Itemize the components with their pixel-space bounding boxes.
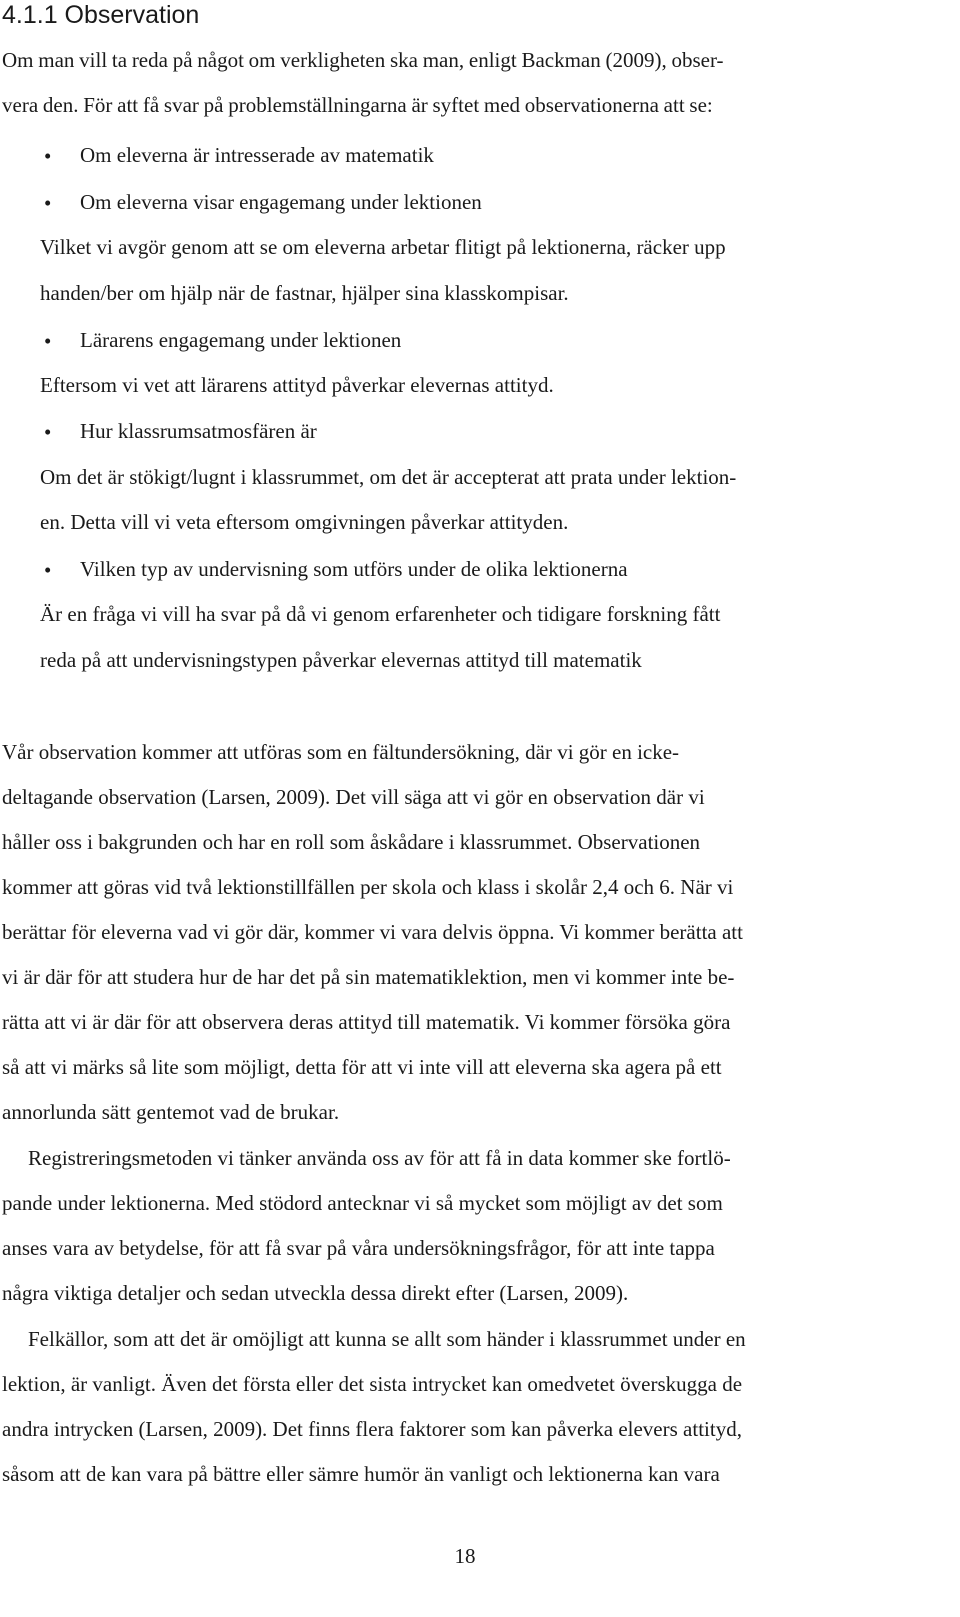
bullet-text: Vilket vi avgör genom att se om eleverna arbetar flitigt på lektionerna, räcker upp [40, 235, 726, 259]
bullet-item: Vilken typ av undervisning som utförs under de olika lektionerna [80, 557, 628, 581]
intro-line: Om man vill ta reda på något om verkligheten ska man, enligt Backman (2009), obser- [2, 48, 724, 72]
paragraph-line: så att vi märks så lite som möjligt, detta för att vi inte vill att eleverna ska agera på ett [2, 1055, 722, 1079]
bullet-text: en. Detta vill vi veta eftersom omgivningen påverkar attityden. [40, 510, 569, 534]
paragraph-line: berättar för eleverna vad vi gör där, kommer vi vara delvis öppna. Vi kommer berätta att [2, 920, 743, 944]
bullet-text: Om det är stökigt/lugnt i klassrummet, om det är accepterat att prata under lektion- [40, 465, 737, 489]
bullet-text: Eftersom vi vet att lärarens attityd påverkar elevernas attityd. [40, 373, 554, 397]
paragraph-line: Registreringsmetoden vi tänker använda oss av för att få in data kommer ske fortlö- [28, 1146, 731, 1170]
paragraph-line: lektion, är vanligt. Även det första eller det sista intrycket kan omedvetet överskugga de [2, 1372, 743, 1396]
paragraph-line: anses vara av betydelse, för att få svar på våra undersökningsfrågor, för att inte tappa [2, 1236, 715, 1260]
paragraph-line: Vår observation kommer att utföras som en fältundersökning, där vi gör en icke- [2, 740, 680, 764]
paragraph-line: såsom att de kan vara på bättre eller sämre humör än vanligt och lektionerna kan vara [2, 1462, 720, 1486]
bullet-item: Om eleverna är intresserade av matematik [80, 143, 434, 167]
paragraph-line: några viktiga detaljer och sedan utveckla dessa direkt efter (Larsen, 2009). [2, 1281, 629, 1305]
bullet-icon: • [44, 144, 52, 168]
paragraph-line: Felkällor, som att det är omöjligt att kunna se allt som händer i klassrummet under en [28, 1327, 746, 1351]
section-title: 4.1.1 Observation [2, 1, 200, 29]
paragraph-line: deltagande observation (Larsen, 2009). Det vill säga att vi gör en observation där vi [2, 785, 705, 809]
paragraph-line: vi är där för att studera hur de har det på sin matematiklektion, men vi kommer inte be- [2, 965, 735, 989]
bullet-text: Är en fråga vi vill ha svar på då vi genom erfarenheter och tidigare forskning fått [40, 602, 721, 626]
paragraph-line: andra intrycken (Larsen, 2009). Det finns flera faktorer som kan påverka elevers attityd, [2, 1417, 742, 1441]
bullet-item: Hur klassrumsatmosfären är [80, 419, 317, 443]
intro-line: vera den. För att få svar på problemställningarna är syftet med observationerna att se: [2, 93, 713, 117]
paragraph-line: annorlunda sätt gentemot vad de brukar. [2, 1100, 340, 1124]
bullet-text: reda på att undervisningstypen påverkar elevernas attityd till matematik [40, 648, 642, 672]
bullet-item: Om eleverna visar engagemang under lektionen [80, 190, 482, 214]
paragraph-line: kommer att göras vid två lektionstillfällen per skola och klass i skolår 2,4 och 6. När vi [2, 875, 734, 899]
bullet-icon: • [44, 420, 52, 444]
paragraph-line: rätta att vi är där för att observera deras attityd till matematik. Vi kommer försöka göra [2, 1010, 731, 1034]
bullet-item: Lärarens engagemang under lektionen [80, 328, 402, 352]
page-number: 18 [454, 1544, 476, 1568]
bullet-icon: • [44, 329, 52, 353]
paragraph-line: håller oss i bakgrunden och har en roll som åskådare i klassrummet. Observationen [2, 830, 701, 854]
paragraph-line: pande under lektionerna. Med stödord antecknar vi så mycket som möjligt av det som [2, 1191, 723, 1215]
bullet-icon: • [44, 558, 52, 582]
bullet-icon: • [44, 191, 52, 215]
bullet-text: handen/ber om hjälp när de fastnar, hjälper sina klasskompisar. [40, 281, 569, 305]
